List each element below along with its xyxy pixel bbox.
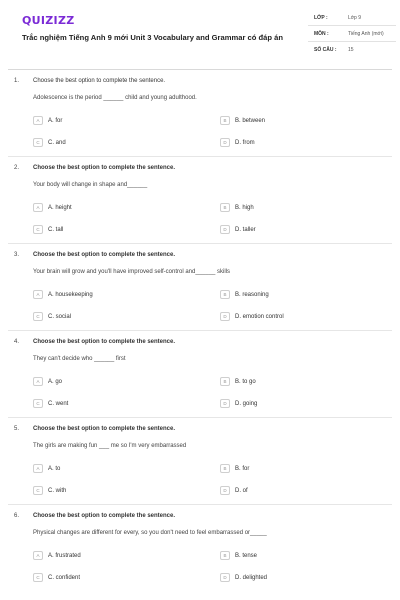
question-number: 1. xyxy=(14,78,20,84)
option-b[interactable] xyxy=(220,116,265,125)
option-d[interactable] xyxy=(220,138,255,147)
worksheet-title: Trắc nghiệm Tiếng Anh 9 mới Unit 3 Vocabulary and Grammar có đáp án xyxy=(22,33,283,42)
option-b[interactable] xyxy=(220,464,249,473)
option-c[interactable] xyxy=(33,312,71,321)
worksheet-header xyxy=(8,0,392,70)
option-letter-box[interactable]: C xyxy=(33,225,43,234)
option-letter-box[interactable]: C xyxy=(33,399,43,408)
question-number: 5. xyxy=(14,426,20,432)
option-letter-box[interactable]: D xyxy=(220,225,230,234)
question-prompt: Choose the best option to complete the sentence. xyxy=(33,252,176,258)
option-a[interactable] xyxy=(33,464,60,473)
option-letter-box[interactable]: D xyxy=(220,138,230,147)
option-text: B. for xyxy=(235,465,250,472)
quizizz-logo[interactable]: QUIZIZZ xyxy=(22,14,75,27)
question-prompt: Choose the best option to complete the sentence. xyxy=(33,513,176,519)
meta-table xyxy=(308,10,396,58)
option-c[interactable] xyxy=(33,138,66,147)
option-text: A. to xyxy=(48,465,61,472)
option-b[interactable] xyxy=(220,203,254,212)
option-text: D. delighted xyxy=(235,574,268,581)
option-letter-box[interactable]: B xyxy=(220,203,230,212)
option-text: A. for xyxy=(48,117,63,124)
option-text: C. confident xyxy=(48,574,81,581)
question-number: 6. xyxy=(14,513,20,519)
option-text: D. taller xyxy=(235,226,256,233)
question-prompt: Choose the best option to complete the sentence. xyxy=(33,165,176,171)
question-number: 4. xyxy=(14,339,20,345)
option-text: D. going xyxy=(235,400,258,407)
option-d[interactable] xyxy=(220,399,257,408)
option-b[interactable] xyxy=(220,377,256,386)
meta-row-subject xyxy=(308,26,396,42)
meta-row-count xyxy=(308,42,396,58)
question-3 xyxy=(8,244,392,331)
option-letter-box[interactable]: C xyxy=(33,486,43,495)
option-c[interactable] xyxy=(33,486,66,495)
option-letter-box[interactable]: B xyxy=(220,116,230,125)
option-letter-box[interactable]: C xyxy=(33,573,43,582)
option-letter-box[interactable]: D xyxy=(220,573,230,582)
question-prompt: Choose the best option to complete the sentence. xyxy=(33,339,176,345)
option-b[interactable] xyxy=(220,290,269,299)
option-d[interactable] xyxy=(220,312,284,321)
option-d[interactable] xyxy=(220,225,256,234)
option-letter-box[interactable]: B xyxy=(220,377,230,386)
option-d[interactable] xyxy=(220,573,267,582)
question-number: 3. xyxy=(14,252,20,258)
option-text: B. high xyxy=(235,204,254,211)
question-sentence: Your brain will grow and you'll have improved self-control and______ skills xyxy=(33,269,231,275)
question-4 xyxy=(8,331,392,418)
option-letter-box[interactable]: B xyxy=(220,464,230,473)
option-a[interactable] xyxy=(33,203,72,212)
option-text: A. go xyxy=(48,378,63,385)
option-text: D. of xyxy=(235,487,248,494)
question-prompt: Choose the best option to complete the sentence. xyxy=(33,78,166,84)
question-number: 2. xyxy=(14,165,20,171)
option-text: C. social xyxy=(48,313,72,320)
option-letter-box[interactable]: A xyxy=(33,377,43,386)
option-letter-box[interactable]: B xyxy=(220,551,230,560)
question-1 xyxy=(8,70,392,157)
meta-value: Lớp 9 xyxy=(348,15,362,21)
option-text: A. height xyxy=(48,204,72,211)
question-5 xyxy=(8,418,392,505)
option-letter-box[interactable]: D xyxy=(220,399,230,408)
meta-value: Tiếng Anh (mới) xyxy=(348,31,384,37)
question-sentence: The girls are making fun ___ me so I'm very embarrassed xyxy=(33,443,187,449)
option-text: B. reasoning xyxy=(235,291,269,298)
option-letter-box[interactable]: A xyxy=(33,203,43,212)
option-letter-box[interactable]: C xyxy=(33,312,43,321)
option-c[interactable] xyxy=(33,225,63,234)
option-letter-box[interactable]: A xyxy=(33,551,43,560)
meta-value: 15 xyxy=(348,47,354,53)
meta-row-class xyxy=(308,10,396,26)
question-2 xyxy=(8,157,392,244)
option-text: C. and xyxy=(48,139,66,146)
option-a[interactable] xyxy=(33,116,62,125)
option-text: A. housekeeping xyxy=(48,291,93,298)
option-letter-box[interactable]: A xyxy=(33,464,43,473)
question-sentence: Your body will change in shape and______ xyxy=(33,182,148,188)
option-letter-box[interactable]: C xyxy=(33,138,43,147)
option-text: D. from xyxy=(235,139,255,146)
question-sentence: They can't decide who ______ first xyxy=(33,356,126,362)
meta-key: LỚP : xyxy=(314,15,328,21)
option-a[interactable] xyxy=(33,377,62,386)
option-b[interactable] xyxy=(220,551,257,560)
option-a[interactable] xyxy=(33,551,81,560)
option-text: B. to go xyxy=(235,378,256,385)
option-c[interactable] xyxy=(33,573,80,582)
question-6 xyxy=(8,505,392,592)
question-prompt: Choose the best option to complete the sentence. xyxy=(33,426,176,432)
option-text: A. frustrated xyxy=(48,552,81,559)
option-text: C. with xyxy=(48,487,67,494)
option-text: C. tall xyxy=(48,226,64,233)
option-text: B. between xyxy=(235,117,266,124)
option-letter-box[interactable]: A xyxy=(33,116,43,125)
option-a[interactable] xyxy=(33,290,93,299)
option-letter-box[interactable]: D xyxy=(220,312,230,321)
option-text: D. emotion control xyxy=(235,313,284,320)
option-letter-box[interactable]: B xyxy=(220,290,230,299)
option-c[interactable] xyxy=(33,399,68,408)
question-sentence: Physical changes are different for every, so you don't need to feel embarrassed or_____ xyxy=(33,530,267,536)
meta-key: MÔN : xyxy=(314,31,329,37)
option-letter-box[interactable]: D xyxy=(220,486,230,495)
option-d[interactable] xyxy=(220,486,248,495)
option-text: C. went xyxy=(48,400,69,407)
option-letter-box[interactable]: A xyxy=(33,290,43,299)
meta-key: SỐ CÂU : xyxy=(314,47,337,53)
question-sentence: Adolescence is the period ______ child and young adulthood. xyxy=(33,95,197,101)
option-text: B. tense xyxy=(235,552,258,559)
